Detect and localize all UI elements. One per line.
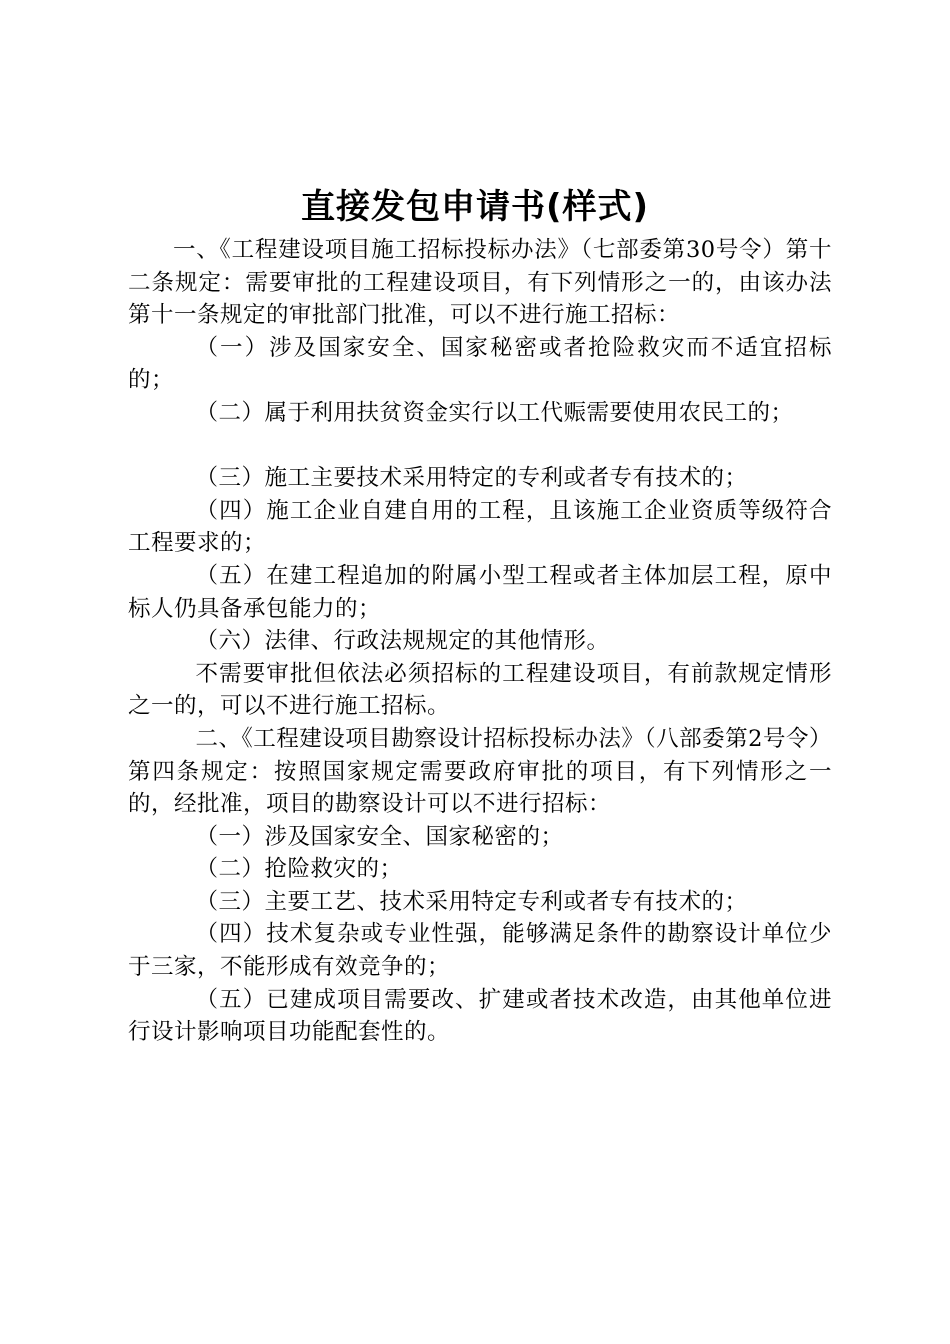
paragraph-item-1-5: （五）在建工程追加的附属小型工程或者主体加层工程，原中标人仍具备承包能力的； xyxy=(128,562,832,622)
paragraph-item-2-5: （五）已建成项目需要改、扩建或者技术改造，由其他单位进行设计影响项目功能配套性的。 xyxy=(128,986,832,1046)
paragraph-item-1-2: （二）属于利用扶贫资金实行以工代赈需要使用农民工的； xyxy=(195,399,794,426)
paragraph-item-1-3: （三）施工主要技术采用特定的专利或者专有技术的； xyxy=(195,465,748,492)
paragraph-item-1-4: （四）施工企业自建自用的工程，且该施工企业资质等级符合工程要求的； xyxy=(128,497,832,557)
paragraph-item-2-4: （四）技术复杂或专业性强，能够满足条件的勘察设计单位少于三家，不能形成有效竞争的； xyxy=(128,921,832,981)
paragraph-note: 不需要审批但依法必须招标的工程建设项目，有前款规定情形之一的，可以不进行施工招标。 xyxy=(128,660,832,720)
paragraph-section-1: 一、《工程建设项目施工招标投标办法》（七部委第30号令）第十二条规定：需要审批的工程建设项目，有下列情形之一的，由该办法第十一条规定的审批部门批准，可以不进行施工招标： xyxy=(128,237,832,329)
paragraph-item-2-2: （二）抢险救灾的； xyxy=(195,856,403,883)
paragraph-item-1-6: （六）法律、行政法规规定的其他情形。 xyxy=(195,628,610,655)
document-body xyxy=(128,234,832,1049)
blank-line xyxy=(128,430,832,463)
page-title: 直接发包申请书(样式) xyxy=(300,187,650,227)
paragraph-section-2: 二、《工程建设项目勘察设计招标投标办法》（八部委第2号令）第四条规定：按照国家规定需要政府审批的项目，有下列情形之一的，经批准，项目的勘察设计可以不进行招标： xyxy=(128,725,832,818)
paragraph-item-1-1: （一）涉及国家安全、国家秘密或者抢险救灾而不适宜招标的； xyxy=(128,334,832,394)
paragraph-item-2-3: （三）主要工艺、技术采用特定专利或者专有技术的； xyxy=(195,888,748,915)
paragraph-item-2-1: （一）涉及国家安全、国家秘密的； xyxy=(195,823,564,850)
